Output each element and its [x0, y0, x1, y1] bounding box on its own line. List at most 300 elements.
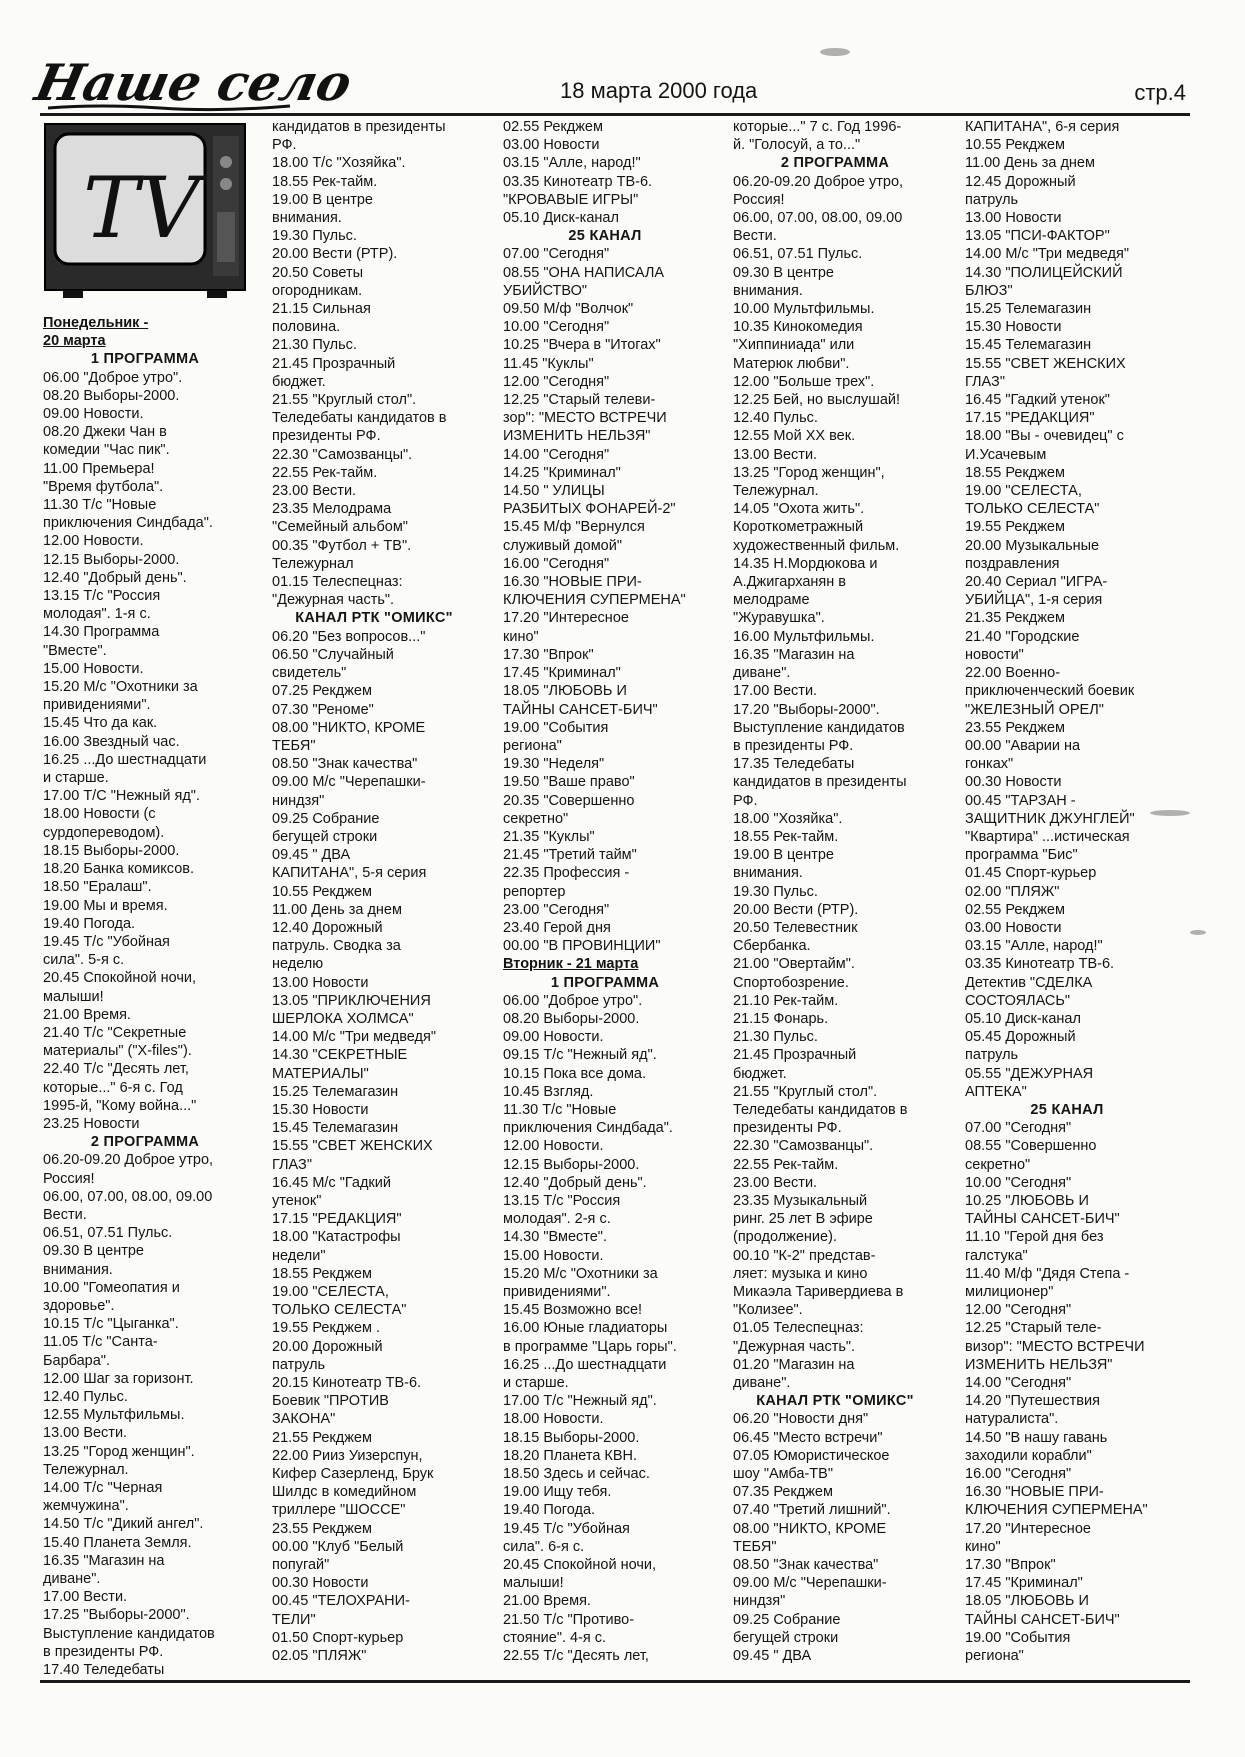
schedule-line: которые..." 6-я с. Год — [43, 1079, 183, 1096]
schedule-line: ГЛАЗ" — [272, 1156, 312, 1173]
schedule-line: 16.00 Мультфильмы. — [733, 628, 875, 645]
schedule-line: 03.00 Новости — [503, 137, 600, 154]
schedule-line: 06.51, 07.51 Пульс. — [43, 1225, 173, 1242]
schedule-line: 10.00 Мультфильмы. — [733, 301, 875, 318]
schedule-line: КЛЮЧЕНИЯ СУПЕРМЕНА" — [503, 592, 686, 609]
schedule-line: жемчужина". — [43, 1498, 129, 1515]
schedule-line: 02.05 "ПЛЯЖ" — [272, 1648, 367, 1665]
schedule-line: "ЖЕЛЕЗНЫЙ ОРЕЛ" — [965, 701, 1104, 718]
schedule-line: Сбербанка. — [733, 938, 811, 955]
schedule-line: 19.40 Погода. — [43, 915, 136, 932]
schedule-line: 09.25 Собрание — [733, 1611, 841, 1628]
schedule-line: 09.00 Новости. — [43, 406, 144, 423]
schedule-line: ТЕЛИ" — [272, 1611, 316, 1628]
schedule-line: 09.15 Т/с "Нежный яд". — [503, 1047, 657, 1064]
schedule-line: патруль — [272, 1356, 326, 1373]
schedule-line: 18.05 "ЛЮБОВЬ И — [503, 683, 627, 700]
schedule-line: бюджет. — [733, 1065, 787, 1082]
schedule-line: Россия! — [733, 191, 785, 208]
schedule-line: 03.15 "Алле, народ!" — [965, 938, 1103, 955]
schedule-line: 14.00 М/с "Три медведя" — [272, 1029, 437, 1046]
schedule-line: в программе "Царь горы". — [503, 1338, 677, 1355]
schedule-line: 09.00 Новости. — [503, 1029, 604, 1046]
schedule-line: молодая". 2-я с. — [503, 1211, 611, 1228]
schedule-line: "Время футбола". — [43, 478, 164, 495]
schedule-line: 00.45 "ТАРЗАН - — [965, 792, 1076, 809]
schedule-line: ТОЛЬКО СЕЛЕСТА" — [272, 1302, 407, 1319]
schedule-line: 17.20 "Выборы-2000". — [733, 701, 880, 718]
schedule-line: 00.30 Новости — [965, 774, 1062, 791]
schedule-line: 10.25 "ЛЮБОВЬ И — [965, 1192, 1089, 1209]
schedule-line: бегущей строки — [733, 1629, 839, 1646]
schedule-line: диване". — [733, 665, 791, 682]
schedule-line: и старше. — [43, 770, 109, 787]
schedule-line: патруль — [965, 191, 1019, 208]
schedule-line: внимания. — [733, 282, 803, 299]
schedule-line: 18.50 Здесь и сейчас. — [503, 1466, 650, 1483]
schedule-line: ТЕБЯ" — [272, 737, 316, 754]
schedule-line: патруль — [965, 1047, 1019, 1064]
schedule-line: в президенты РФ. — [733, 737, 854, 754]
channel-heading: 25 КАНАЛ — [1030, 1101, 1104, 1118]
schedule-line: 00.35 "Футбол + ТВ". — [272, 537, 412, 554]
schedule-line: гонках" — [965, 756, 1014, 773]
schedule-line: 15.25 Телемагазин — [272, 1083, 399, 1100]
schedule-line: 15.45 М/ф "Вернулся — [503, 519, 645, 536]
schedule-line: 12.45 Дорожный — [965, 173, 1076, 190]
schedule-line: 19.55 Рекджем . — [272, 1320, 381, 1337]
schedule-line: 09.45 " ДВА — [733, 1648, 812, 1665]
schedule-line: 12.00 Новости. — [503, 1138, 604, 1155]
schedule-line: 19.30 Пульс. — [733, 883, 818, 900]
schedule-line: 22.40 Т/с "Десять лет, — [43, 1061, 189, 1078]
schedule-line: 19.00 "События — [503, 719, 609, 736]
schedule-line: 21.55 "Круглый стол". — [272, 392, 417, 409]
schedule-line: огородникам. — [272, 282, 363, 299]
schedule-line: 21.40 Т/с "Секретные — [43, 1024, 187, 1041]
schedule-line: МАТЕРИАЛЫ" — [272, 1065, 369, 1082]
schedule-line: ИЗМЕНИТЬ НЕЛЬЗЯ" — [965, 1356, 1113, 1373]
schedule-line: РАЗБИТЫХ ФОНАРЕЙ-2" — [503, 501, 676, 518]
schedule-line: 17.00 Т/с "Нежный яд". — [503, 1393, 657, 1410]
schedule-line: 23.40 Герой дня — [503, 919, 611, 936]
schedule-line: Тележурнал. — [733, 483, 819, 500]
schedule-line: Тележурнал — [272, 555, 354, 572]
schedule-line: 12.00 "Сегодня" — [503, 373, 610, 390]
schedule-line: 14.00 Т/с "Черная — [43, 1480, 163, 1496]
schedule-line: 21.45 Прозрачный — [733, 1047, 857, 1064]
schedule-line: 21.30 Пульс. — [272, 337, 357, 354]
tv-icon — [43, 122, 247, 300]
schedule-line: 21.00 Время. — [503, 1593, 591, 1610]
column-2 — [272, 118, 476, 1678]
schedule-line: кино" — [503, 628, 539, 645]
schedule-line: 06.51, 07.51 Пульс. — [733, 246, 863, 263]
schedule-line: 18.15 Выборы-2000. — [503, 1429, 640, 1446]
schedule-line: 13.25 "Город женщин", — [733, 464, 885, 481]
schedule-line: 07.25 Рекджем — [272, 683, 372, 700]
schedule-line: 08.00 "НИКТО, КРОМЕ — [733, 1520, 887, 1537]
schedule-line: Короткометражный — [733, 519, 864, 536]
schedule-line: 14.30 "СЕКРЕТНЫЕ — [272, 1047, 408, 1064]
schedule-line: 13.15 Т/с "Россия — [503, 1192, 621, 1209]
schedule-line: 05.10 Диск-канал — [503, 210, 619, 227]
schedule-line: 18.15 Выборы-2000. — [43, 842, 180, 859]
schedule-line: 06.45 "Место встречи" — [733, 1429, 883, 1446]
schedule-line: 00.45 "ТЕЛОХРАНИ- — [272, 1593, 410, 1610]
schedule-line: 14.00 "Сегодня" — [965, 1375, 1072, 1392]
schedule-line: 06.20-09.20 Доброе утро, — [43, 1152, 214, 1169]
schedule-line: 11.00 День за днем — [272, 901, 402, 918]
schedule-line: 12.55 Мультфильмы. — [43, 1407, 185, 1424]
tv-set-illustration — [43, 122, 247, 300]
schedule-line: 19.40 Погода. — [503, 1502, 596, 1519]
schedule-line: "Семейный альбом" — [272, 519, 408, 536]
schedule-line: 08.50 "Знак качества" — [733, 1557, 879, 1574]
schedule-line: 13.25 "Город женщин". — [43, 1443, 195, 1460]
schedule-line: 20.00 Музыкальные — [965, 537, 1100, 554]
schedule-line: "Дежурная часть". — [733, 1338, 856, 1355]
schedule-line: 12.00 "Больше трех". — [733, 373, 875, 390]
schedule-line: 20.15 Кинотеатр ТВ-6. — [272, 1375, 422, 1392]
schedule-line: 10.15 Т/с "Цыганка". — [43, 1316, 179, 1333]
schedule-line: 22.00 Военно- — [965, 665, 1061, 682]
schedule-line: 08.20 Выборы-2000. — [43, 387, 180, 404]
schedule-line: 13.00 Новости — [965, 210, 1062, 227]
schedule-line: 10.55 Рекджем — [965, 137, 1065, 154]
schedule-line: 15.20 М/с "Охотники за — [43, 679, 198, 696]
schedule-line: 08.20 Выборы-2000. — [503, 1010, 640, 1027]
schedule-line: 15.00 Новости. — [43, 660, 144, 677]
schedule-line: 18.00 Новости. — [503, 1411, 604, 1428]
schedule-line: 19.30 "Неделя" — [503, 756, 605, 773]
schedule-line: 03.15 "Алле, народ!" — [503, 155, 641, 172]
schedule-line: Теледебаты кандидатов в — [272, 410, 447, 427]
schedule-line: 02.00 "ПЛЯЖ" — [965, 883, 1060, 900]
schedule-line: 17.15 "РЕДАКЦИЯ" — [272, 1211, 402, 1228]
schedule-line: 03.00 Новости — [965, 919, 1062, 936]
day-heading: Понедельник - — [43, 315, 149, 331]
schedule-line: 19.55 Рекджем — [965, 519, 1065, 536]
schedule-line: 21.00 Время. — [43, 1006, 131, 1023]
schedule-line: БЛЮЗ" — [965, 282, 1013, 299]
schedule-line: "Дежурная часть". — [272, 592, 395, 609]
schedule-line: РФ. — [272, 137, 297, 154]
schedule-line: 06.00, 07.00, 08.00, 09.00 — [43, 1188, 213, 1205]
schedule-line: 20.35 "Совершенно — [503, 792, 635, 809]
schedule-line: 10.25 "Вчера в "Итогах" — [503, 337, 661, 354]
schedule-line: 15.45 Телемагазин — [272, 1120, 399, 1137]
schedule-line: 12.40 Пульс. — [733, 410, 818, 427]
schedule-line: КАПИТАНА", 5-я серия — [272, 865, 427, 882]
schedule-line: 18.00 Новости (с — [43, 806, 156, 823]
schedule-line: милиционер" — [965, 1284, 1054, 1300]
schedule-line: 11.40 М/ф "Дядя Степа - — [965, 1265, 1130, 1282]
schedule-line: 10.15 Пока все дома. — [503, 1065, 647, 1082]
schedule-line: 00.00 "Аварии на — [965, 737, 1081, 754]
schedule-line: новости" — [965, 646, 1024, 663]
schedule-line: 22.55 Рек-тайм. — [733, 1156, 839, 1173]
schedule-line: 19.00 "События — [965, 1629, 1071, 1646]
schedule-line: 21.15 Фонарь. — [733, 1010, 829, 1027]
schedule-line: 22.55 Т/с "Десять лет, — [503, 1648, 649, 1665]
schedule-line: 23.35 Мелодрама — [272, 501, 392, 518]
schedule-line: Шилдс в комедийном — [272, 1484, 417, 1501]
schedule-line: 16.35 "Магазин на — [733, 646, 855, 663]
schedule-line: 10.45 Взгляд. — [503, 1083, 594, 1100]
schedule-line: 10.00 "Сегодня" — [503, 319, 610, 336]
schedule-line: 15.30 Новости — [272, 1101, 369, 1118]
schedule-line: Матерюк любви". — [733, 355, 850, 372]
schedule-line: 19.00 Мы и время. — [43, 897, 168, 914]
schedule-line: 20.00 Вести (РТР). — [733, 901, 859, 918]
schedule-line: материалы" ("X-files"). — [43, 1043, 192, 1060]
schedule-line: Детектив "СДЕЛКА — [965, 974, 1093, 991]
schedule-line: ляет: музыка и кино — [733, 1265, 868, 1282]
schedule-line: программа "Бис" — [965, 847, 1078, 864]
schedule-line: 01.20 "Магазин на — [733, 1356, 855, 1373]
schedule-line: 20.45 Спокойной ночи, — [503, 1557, 657, 1574]
schedule-line: 07.40 "Третий лишний". — [733, 1502, 891, 1519]
schedule-line: А.Джигарханян в — [733, 574, 847, 591]
schedule-line: 12.40 "Добрый день". — [43, 569, 187, 586]
schedule-line: 18.55 Рекджем — [272, 1265, 372, 1282]
schedule-line: 22.00 Рииз Уизерспун, — [272, 1447, 423, 1464]
schedule-line: 1995-й, "Кому война..." — [43, 1097, 197, 1114]
schedule-line: 20.00 Дорожный — [272, 1338, 383, 1355]
schedule-line: 19.30 Пульс. — [272, 228, 357, 245]
schedule-line: 07.00 "Сегодня" — [965, 1120, 1072, 1137]
schedule-line: 19.50 "Ваше право" — [503, 774, 635, 791]
schedule-line: 11.10 "Герой дня без — [965, 1229, 1104, 1246]
schedule-line: художественный фильм. — [733, 537, 900, 554]
schedule-line: 06.00 "Доброе утро". — [43, 369, 183, 386]
schedule-line: 12.40 "Добрый день". — [503, 1174, 647, 1191]
schedule-line: 18.20 Планета КВН. — [503, 1447, 638, 1464]
schedule-line: 13.00 Вести. — [733, 446, 818, 463]
schedule-line: 20.40 Сериал "ИГРА- — [965, 574, 1108, 591]
schedule-line: 10.35 Кинокомедия — [733, 319, 863, 336]
schedule-line: шоу "Амба-ТВ" — [733, 1466, 833, 1483]
schedule-line: 16.00 Юные гладиаторы — [503, 1320, 668, 1337]
schedule-line: АПТЕКА" — [965, 1083, 1027, 1100]
schedule-line: 12.15 Выборы-2000. — [43, 551, 180, 568]
schedule-line: Кифер Сазерленд, Брук — [272, 1466, 434, 1483]
schedule-line: заходили корабли" — [965, 1447, 1092, 1464]
page-number: стр.4 — [1134, 80, 1186, 105]
schedule-line: 23.25 Новости — [43, 1115, 140, 1132]
schedule-line: 22.30 "Самозванцы". — [272, 446, 413, 463]
schedule-line: 17.30 "Впрок" — [965, 1557, 1056, 1574]
issue-date: 18 марта 2000 года — [560, 78, 758, 103]
column-3 — [503, 118, 707, 1678]
schedule-line: УБИЙЦА", 1-я серия — [965, 592, 1103, 609]
schedule-line: "Вместе". — [43, 642, 107, 659]
schedule-line: внимания. — [43, 1261, 113, 1278]
schedule-line: 21.55 Рекджем — [272, 1429, 372, 1446]
schedule-line: 02.55 Рекджем — [503, 119, 603, 135]
schedule-line: 22.55 Рек-тайм. — [272, 464, 378, 481]
schedule-line: 14.00 "Сегодня" — [503, 446, 610, 463]
schedule-line: ТОЛЬКО СЕЛЕСТА" — [965, 501, 1100, 518]
schedule-line: 21.40 "Городские — [965, 628, 1080, 645]
schedule-line: 21.55 "Круглый стол". — [733, 1083, 878, 1100]
channel-heading: 25 КАНАЛ — [568, 228, 642, 245]
schedule-line: репортер — [503, 883, 566, 900]
schedule-line: 15.55 "СВЕТ ЖЕНСКИХ — [272, 1138, 433, 1155]
schedule-line: 15.30 Новости — [965, 319, 1062, 336]
schedule-line: сила". 5-я с. — [43, 952, 125, 969]
schedule-line: ниндзя" — [733, 1593, 786, 1610]
schedule-line: стояние". 4-я с. — [503, 1629, 607, 1646]
schedule-line: 05.45 Дорожный — [965, 1029, 1076, 1046]
schedule-line: Микаэла Таривердиева в — [733, 1284, 904, 1300]
schedule-line: 21.35 Рекджем — [965, 610, 1065, 627]
schedule-line: 16.45 "Гадкий утенок" — [965, 392, 1110, 409]
schedule-line: 20.50 Телевестник — [733, 919, 858, 936]
schedule-line: ШЕРЛОКА ХОЛМСА" — [272, 1010, 414, 1027]
schedule-line: 23.55 Рекджем — [965, 719, 1065, 736]
schedule-line: 15.45 Телемагазин — [965, 337, 1092, 354]
schedule-line: 19.00 В центре — [272, 191, 373, 208]
schedule-line: 14.05 "Охота жить". — [733, 501, 865, 518]
schedule-line: 11.30 Т/с "Новые — [503, 1101, 617, 1118]
schedule-line: ГЛАЗ" — [965, 373, 1005, 390]
schedule-line: 09.45 " ДВА — [272, 847, 351, 864]
schedule-line: 11.00 Премьера! — [43, 460, 155, 477]
schedule-line: 16.25 ...До шестнадцати — [503, 1356, 667, 1373]
schedule-line: "КРОВАВЫЕ ИГРЫ" — [503, 191, 639, 208]
schedule-line: 15.45 Что да как. — [43, 715, 158, 732]
schedule-line: ИЗМЕНИТЬ НЕЛЬЗЯ" — [503, 428, 651, 445]
schedule-line: РФ. — [733, 792, 758, 809]
schedule-line: малыши! — [43, 988, 104, 1005]
schedule-line: Барбара". — [43, 1352, 110, 1369]
schedule-line: 16.00 "Сегодня" — [965, 1466, 1072, 1483]
schedule-line: приключения Синдбада". — [43, 515, 213, 532]
schedule-line: 23.00 "Сегодня" — [503, 901, 610, 918]
schedule-line: 17.00 Вести. — [733, 683, 818, 700]
schedule-line: президенты РФ. — [733, 1120, 842, 1137]
schedule-line: 16.30 "НОВЫЕ ПРИ- — [503, 574, 642, 591]
schedule-line: ТАЙНЫ САНСЕТ-БИЧ" — [503, 701, 658, 718]
bottom-rule — [40, 1680, 1190, 1683]
schedule-line: 07.00 "Сегодня" — [503, 246, 610, 263]
schedule-line: мелодраме — [733, 592, 810, 609]
schedule-line: 12.25 "Старый теле- — [965, 1320, 1102, 1337]
schedule-line: 00.00 "Клуб "Белый — [272, 1538, 404, 1555]
schedule-line: в президенты РФ. — [43, 1643, 164, 1660]
schedule-line: секретно" — [503, 810, 569, 827]
channel-heading: 2 ПРОГРАММА — [780, 155, 890, 172]
schedule-line: 15.20 М/с "Охотники за — [503, 1265, 658, 1282]
schedule-line: 18.00 "Катастрофы — [272, 1229, 401, 1246]
schedule-line: 14.50 "В нашу гавань — [965, 1429, 1108, 1446]
schedule-line: ТЕБЯ" — [733, 1538, 777, 1555]
schedule-line: сурдопереводом). — [43, 824, 165, 841]
schedule-line: ринг. 25 лет В эфире — [733, 1211, 873, 1228]
schedule-line: 00.00 "В ПРОВИНЦИИ" — [503, 938, 661, 955]
schedule-line: И.Усачевым — [965, 446, 1047, 463]
schedule-line: 21.50 Т/с "Противо- — [503, 1611, 635, 1628]
schedule-line: 23.35 Музыкальный — [733, 1192, 868, 1209]
schedule-line: 09.30 В центре — [43, 1243, 144, 1260]
schedule-line: 11.45 "Куклы" — [503, 355, 594, 372]
schedule-line: региона" — [965, 1648, 1024, 1665]
schedule-line: 19.45 Т/с "Убойная — [43, 933, 170, 950]
schedule-line: 18.55 Рек-тайм. — [733, 828, 839, 845]
schedule-line: 18.00 Т/с "Хозяйка". — [272, 155, 406, 172]
schedule-line: визор": "МЕСТО ВСТРЕЧИ — [965, 1338, 1145, 1355]
schedule-line: Боевик "ПРОТИВ — [272, 1393, 389, 1410]
schedule-line: 21.45 Прозрачный — [272, 355, 396, 372]
schedule-line: 12.25 Бей, но выслушай! — [733, 392, 901, 409]
schedule-line: 14.30 "Вместе". — [503, 1229, 607, 1246]
schedule-line: 21.15 Сильная — [272, 301, 371, 318]
svg-text:TV: TV — [83, 159, 200, 257]
schedule-line: натуралиста". — [965, 1411, 1059, 1428]
schedule-line: диване". — [43, 1571, 101, 1588]
schedule-line: 16.25 ...До шестнадцати — [43, 751, 207, 768]
schedule-line: 06.00 "Доброе утро". — [503, 992, 643, 1009]
schedule-line: 10.55 Рекджем — [272, 883, 372, 900]
schedule-line: 17.00 Вести. — [43, 1589, 128, 1606]
schedule-line: 20.50 Советы — [272, 264, 364, 281]
schedule-line: 02.55 Рекджем — [965, 901, 1065, 918]
schedule-line: КЛЮЧЕНИЯ СУПЕРМЕНА" — [965, 1502, 1148, 1519]
schedule-line: ЗАЩИТНИК ДЖУНГЛЕЙ" — [965, 810, 1135, 827]
schedule-line: 13.05 "ПРИКЛЮЧЕНИЯ — [272, 992, 431, 1009]
schedule-line: 18.00 "Хозяйка". — [733, 810, 843, 827]
schedule-line: 14.35 Н.Мордюкова и — [733, 555, 878, 572]
print-speck — [820, 48, 850, 56]
schedule-line: приключения Синдбада". — [503, 1120, 673, 1137]
schedule-line: й. "Голосуй, а то..." — [733, 137, 861, 154]
schedule-line: СОСТОЯЛАСЬ" — [965, 992, 1071, 1009]
schedule-line: 12.00 Новости. — [43, 533, 144, 550]
schedule-line: 14.20 "Путешествия — [965, 1393, 1100, 1410]
schedule-line: 05.10 Диск-канал — [965, 1010, 1081, 1027]
schedule-line: 23.00 Вести. — [272, 483, 357, 500]
schedule-line: 17.20 "Интересное — [965, 1520, 1091, 1537]
schedule-line: свидетель" — [272, 665, 347, 682]
schedule-line: сила". 6-я с. — [503, 1538, 585, 1555]
schedule-line: 14.50 Т/с "Дикий ангел". — [43, 1516, 204, 1533]
schedule-line: 18.00 "Вы - очевидец" с — [965, 428, 1124, 445]
schedule-line: 08.00 "НИКТО, КРОМЕ — [272, 719, 426, 736]
schedule-line: 13.00 Новости — [272, 974, 369, 991]
schedule-line: 16.45 М/с "Гадкий — [272, 1174, 391, 1191]
schedule-line: комедии "Час пик". — [43, 442, 170, 459]
channel-heading: 1 ПРОГРАММА — [550, 974, 660, 991]
schedule-line: здоровье". — [43, 1297, 115, 1314]
schedule-line: 11.05 Т/с "Санта- — [43, 1334, 158, 1351]
schedule-line: 20.45 Спокойной ночи, — [43, 970, 197, 987]
schedule-line: и старше. — [503, 1375, 569, 1392]
schedule-line: 07.35 Рекджем — [733, 1484, 833, 1501]
schedule-line: 14.50 " УЛИЦЫ — [503, 483, 605, 500]
schedule-line: малыши! — [503, 1575, 564, 1592]
schedule-line: 01.45 Спорт-курьер — [965, 865, 1097, 882]
channel-heading: 2 ПРОГРАММА — [90, 1134, 200, 1151]
column-5 — [965, 118, 1169, 1678]
schedule-line: секретно" — [965, 1156, 1031, 1173]
schedule-line: кандидатов в президенты — [733, 774, 907, 791]
schedule-line: 12.55 Мой XX век. — [733, 428, 856, 445]
schedule-line: 18.55 Рекджем — [965, 464, 1065, 481]
schedule-line: 16.00 "Сегодня" — [503, 555, 610, 572]
schedule-line: 18.50 "Ералаш". — [43, 879, 152, 896]
